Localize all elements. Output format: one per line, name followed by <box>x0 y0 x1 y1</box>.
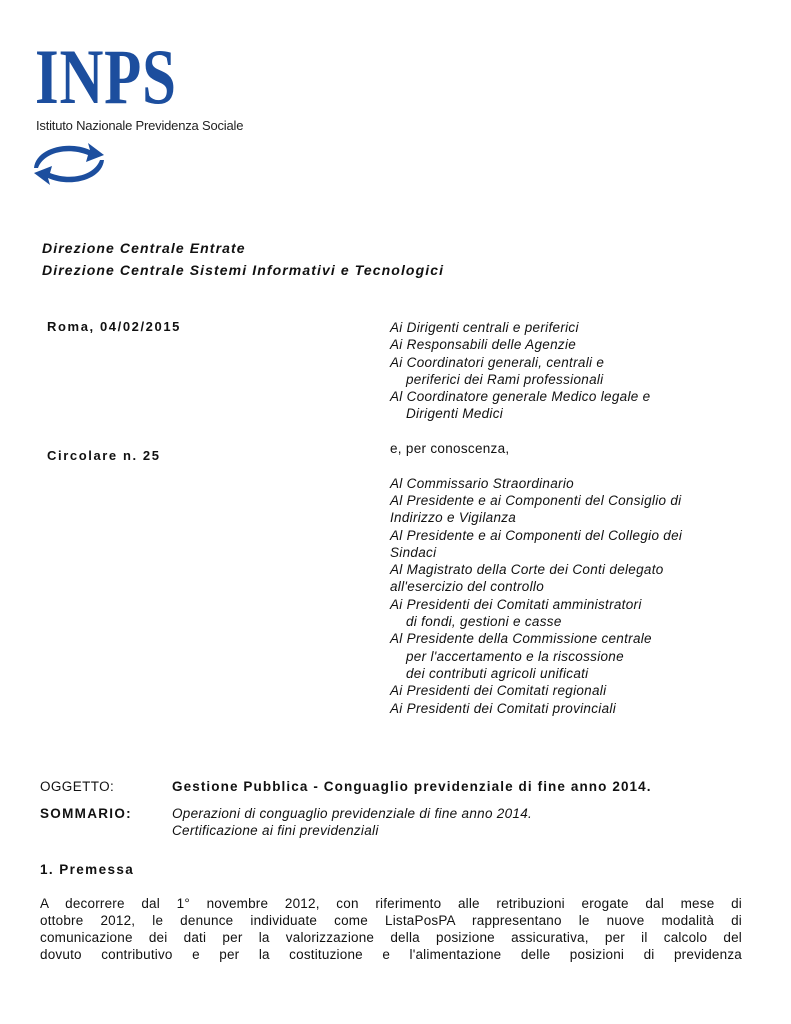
recipient-line: all'esercizio del controllo <box>390 579 544 595</box>
oggetto-text: Gestione Pubblica - Conguaglio previdenziale di fine anno 2014. <box>172 779 652 794</box>
recipient-line: Indirizzo e Vigilanza <box>390 510 517 526</box>
department-sistemi-informativi: Direzione Centrale Sistemi Informativi e Tecnologici <box>42 262 445 278</box>
recipient-line: Al Commissario Straordinario <box>390 475 574 491</box>
circolare-number: Circolare n. 25 <box>47 448 161 463</box>
sommario-line: Operazioni di conguaglio previdenziale di fine anno 2014. <box>172 806 533 821</box>
recipient-line: Ai Presidenti dei Comitati provinciali <box>390 700 616 716</box>
department-entrate: Direzione Centrale Entrate <box>42 240 246 256</box>
section-heading: 1. Premessa <box>40 862 135 877</box>
recipient-line: dei contributi agricoli unificati <box>406 665 589 681</box>
recipient-line: Al Presidente e ai Componenti del Collegio dei <box>390 527 683 543</box>
sommario-text <box>172 806 532 839</box>
body-line: comunicazione dei dati per la valorizzazione della posizione assicurativa, per il calcolo del <box>40 930 742 945</box>
per-conoscenza-label: e, per conoscenza, <box>390 441 510 457</box>
recipient-line: Ai Presidenti dei Comitati amministratori <box>390 596 642 612</box>
inps-logo: INPS <box>35 33 177 120</box>
body-line: ottobre 2012, le denunce individuate come ListaPosPA rappresentano le nuove modalità di <box>40 913 742 928</box>
recipient-line: Al Presidente della Commissione centrale <box>390 631 652 647</box>
body-line: dovuto contributivo e per la costituzione e l'alimentazione delle posizioni di previdenza <box>40 947 742 962</box>
recipients-list <box>390 319 750 717</box>
recipient-line: per l'accertamento e la riscossione <box>406 648 624 664</box>
recipient-line: Al Presidente e ai Componenti del Consiglio di <box>390 492 682 508</box>
oggetto-label: OGGETTO: <box>40 779 115 794</box>
recipient-line: Al Coordinatore generale Medico legale e <box>390 389 651 405</box>
sommario-label: SOMMARIO: <box>40 806 132 821</box>
document-date: Roma, 04/02/2015 <box>47 319 182 334</box>
recipient-line: Dirigenti Medici <box>406 406 504 422</box>
body-paragraph <box>40 895 742 963</box>
body-line: A decorrere dal 1° novembre 2012, con riferimento alle retribuzioni erogate dal mese di <box>40 896 742 911</box>
inps-emblem-icon <box>28 138 110 188</box>
recipient-line: Ai Coordinatori generali, centrali e <box>390 354 605 370</box>
recipient-line: Ai Responsabili delle Agenzie <box>390 337 577 353</box>
recipient-line: Ai Dirigenti centrali e periferici <box>390 320 579 335</box>
recipient-line: periferici dei Rami professionali <box>406 371 604 387</box>
recipient-line: Al Magistrato della Corte dei Conti delegato <box>390 562 664 578</box>
recipient-line: Ai Presidenti dei Comitati regionali <box>390 683 607 699</box>
sommario-line: Certificazione ai fini previdenziali <box>172 822 379 838</box>
recipient-line: di fondi, gestioni e casse <box>406 614 562 630</box>
logo-subtitle: Istituto Nazionale Previdenza Sociale <box>36 118 244 133</box>
recipient-line: Sindaci <box>390 544 437 560</box>
